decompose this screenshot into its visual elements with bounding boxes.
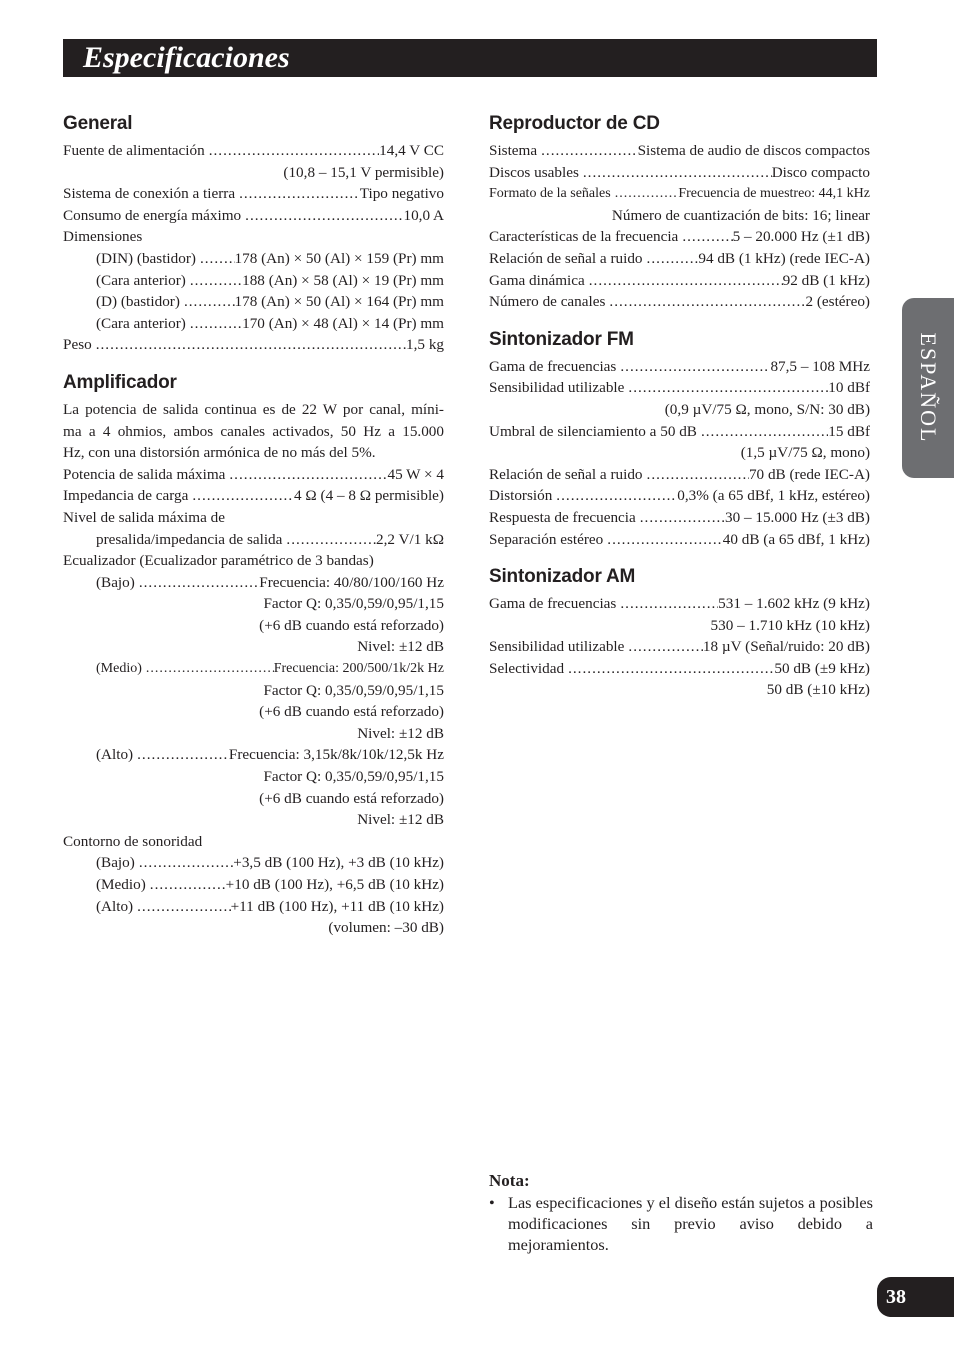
- page-title: Especificaciones: [83, 41, 290, 74]
- spec-value: Frecuencia: 200/500/1k/2k Hz: [273, 661, 444, 677]
- spec-row: [63, 183, 444, 205]
- spec-value: (volumen: –30 dB): [328, 919, 444, 937]
- spec-row: [63, 162, 444, 184]
- spec-value: 5 – 20.000 Hz (±1 dB): [732, 228, 870, 246]
- spec-row: [63, 205, 444, 227]
- spec-row: [63, 334, 444, 356]
- dot-leader: [643, 464, 749, 486]
- spec-row: [489, 226, 870, 248]
- spec-value: 70 dB (rede IEC-A): [748, 465, 870, 483]
- bullet-icon: •: [489, 1193, 495, 1212]
- spec-label: Gama de frecuencias: [489, 595, 617, 613]
- spec-label: (Alto): [96, 746, 134, 764]
- spec-label: (Bajo): [96, 573, 135, 591]
- spec-value: Nivel: ±12 dB: [357, 638, 444, 656]
- dot-leader: [92, 334, 406, 356]
- title-bar: [63, 39, 877, 77]
- spec-list-sintonizador-fm: [489, 356, 870, 550]
- spec-value: Nivel: ±12 dB: [357, 724, 444, 742]
- nota-title: Nota:: [489, 1171, 530, 1190]
- page-number-badge: [877, 1277, 954, 1317]
- nota-block: [489, 1170, 873, 1255]
- spec-value: Frecuencia: 40/80/100/160 Hz: [259, 573, 444, 591]
- spec-row: [489, 291, 870, 313]
- spec-row: [489, 636, 870, 658]
- spec-label: Contorno de sonoridad: [63, 832, 203, 850]
- spec-label: (Cara anterior): [96, 271, 186, 289]
- spec-row: [63, 270, 444, 292]
- spec-value: 14,4 V CC: [379, 142, 444, 159]
- spec-row: [489, 356, 870, 378]
- spec-value: (0,9 µV/75 Ω, mono, S/N: 30 dB): [664, 400, 870, 418]
- spec-row: [63, 507, 444, 529]
- spec-row: [489, 162, 870, 184]
- left-column: [63, 108, 444, 939]
- spec-label: Características de la frecuencia: [489, 228, 679, 246]
- spec-row: [489, 507, 870, 529]
- spec-value: (+6 dB cuando está reforzado): [259, 789, 444, 807]
- spec-row: [489, 615, 870, 637]
- spec-label: Peso: [63, 336, 92, 354]
- spec-row: [489, 270, 870, 292]
- dot-leader: [186, 313, 242, 335]
- dot-leader: [537, 140, 638, 162]
- spec-row: [489, 421, 870, 443]
- spec-row: [63, 550, 444, 572]
- spec-value: Frecuencia de muestreo: 44,1 kHz: [678, 186, 870, 202]
- dot-leader: [225, 464, 387, 486]
- spec-label: Impedancia de carga: [63, 487, 189, 505]
- spec-label: Separación estéreo: [489, 530, 604, 548]
- dot-leader: [186, 270, 242, 292]
- spec-label: Sistema: [489, 142, 538, 159]
- spec-row: [63, 658, 444, 680]
- language-tab-label: ESPAÑOL: [916, 332, 941, 444]
- spec-value: 30 – 15.000 Hz (±3 dB): [724, 508, 870, 526]
- spec-value: (+6 dB cuando está reforzado): [259, 703, 444, 721]
- spec-value: 45 W × 4: [387, 465, 444, 483]
- nota-bullet-item: [489, 1192, 873, 1255]
- spec-label: Relación de señal a ruido: [489, 249, 643, 267]
- spec-value: 87,5 – 108 MHz: [770, 357, 870, 375]
- section-heading-amplificador: Amplificador: [63, 371, 177, 393]
- spec-label: Nivel de salida máxima de: [63, 508, 225, 526]
- spec-row: [489, 183, 870, 205]
- spec-label: presalida/impedancia de salida: [96, 530, 283, 548]
- spec-label: Dimensiones: [63, 228, 143, 246]
- spec-row: [489, 593, 870, 615]
- dot-leader: [603, 529, 723, 551]
- paragraph-line: ma a 4 ohmios, ambos canales activados, 50 Hz a 15.000: [63, 422, 444, 440]
- spec-list-reproductor-cd: [489, 140, 870, 313]
- spec-row: [489, 248, 870, 270]
- spec-row: [489, 205, 870, 227]
- spec-value: 50 dB (±10 kHz): [766, 681, 870, 699]
- spec-value: 178 (An) × 50 (Al) × 159 (Pr) mm: [234, 249, 444, 267]
- spec-value: 18 µV (Señal/ruido: 20 dB): [702, 638, 870, 656]
- spec-label: Discos usables: [489, 163, 579, 181]
- spec-value: 92 dB (1 kHz): [782, 271, 870, 289]
- spec-value: Factor Q: 0,35/0,59/0,95/1,15: [263, 595, 444, 613]
- spec-label: (Alto): [96, 897, 134, 915]
- spec-row: [63, 572, 444, 594]
- spec-label: Relación de señal a ruido: [489, 465, 643, 483]
- dot-leader: [564, 658, 774, 680]
- spec-value: 50 dB (±9 kHz): [774, 659, 870, 677]
- spec-row: [63, 248, 444, 270]
- spec-row: [489, 658, 870, 680]
- spec-value: (10,8 – 15,1 V permisible): [283, 163, 444, 181]
- spec-value: 188 (An) × 58 (Al) × 19 (Pr) mm: [242, 271, 444, 289]
- dot-leader: [624, 636, 703, 658]
- spec-label: Potencia de salida máxima: [63, 465, 226, 483]
- spec-row: [489, 377, 870, 399]
- right-column: [489, 108, 870, 701]
- spec-label: Gama dinámica: [489, 271, 585, 289]
- spec-row: [63, 701, 444, 723]
- dot-leader: [205, 140, 379, 162]
- spec-label: Sistema de conexión a tierra: [63, 185, 236, 203]
- spec-row: [63, 744, 444, 766]
- dot-leader: [624, 377, 828, 399]
- spec-value: 10 dBf: [828, 379, 870, 397]
- dot-leader: [697, 421, 828, 443]
- spec-label: Distorsión: [489, 487, 553, 505]
- spec-value: (+6 dB cuando está reforzado): [259, 616, 444, 634]
- spec-row: [63, 529, 444, 551]
- spec-label: Número de canales: [489, 293, 606, 311]
- spec-label: Gama de frecuencias: [489, 357, 617, 375]
- spec-label: (D) (bastidor): [96, 293, 180, 311]
- spec-label: Consumo de energía máximo: [63, 206, 242, 224]
- dot-leader: [142, 658, 274, 680]
- spec-row: [63, 313, 444, 335]
- spec-value: Nivel: ±12 dB: [357, 811, 444, 829]
- dot-leader: [636, 507, 725, 529]
- dot-leader: [678, 226, 732, 248]
- spec-row: [63, 831, 444, 853]
- spec-label: (Cara anterior): [96, 314, 186, 332]
- amplificador-paragraph: [63, 399, 444, 464]
- spec-row: [489, 442, 870, 464]
- dot-leader: [605, 291, 805, 313]
- spec-label: Ecualizador (Ecualizador paramétrico de 3 bandas): [63, 552, 374, 570]
- spec-value: Factor Q: 0,35/0,59/0,95/1,15: [263, 768, 444, 786]
- dot-leader: [135, 572, 259, 594]
- spec-label: Selectividad: [489, 659, 565, 677]
- nota-text: Las especificaciones y el diseño están sujetos a posibles modificaciones sin previo aviso debido a mejoramientos.: [508, 1193, 873, 1254]
- spec-value: Frecuencia: 3,15k/8k/10k/12,5k Hz: [228, 746, 444, 764]
- spec-row: [63, 593, 444, 615]
- spec-label: (Medio): [96, 661, 142, 677]
- spec-row: [63, 874, 444, 896]
- spec-value: Número de cuantización de bits: 16; linear: [611, 206, 870, 224]
- spec-value: 15 dBf: [828, 422, 870, 440]
- spec-row: [63, 615, 444, 637]
- spec-value: 94 dB (1 kHz) (rede IEC-A): [698, 249, 870, 267]
- spec-value: Factor Q: 0,35/0,59/0,95/1,15: [263, 681, 444, 699]
- dot-leader: [611, 183, 679, 205]
- spec-value: 2 (estéreo): [805, 293, 870, 311]
- spec-row: [63, 464, 444, 486]
- section-heading-general: General: [63, 113, 133, 134]
- spec-label: Sensibilidad utilizable: [489, 638, 625, 656]
- page-number: 38: [886, 1286, 906, 1308]
- dot-leader: [196, 248, 235, 270]
- spec-row: [489, 485, 870, 507]
- spec-row: [63, 636, 444, 658]
- spec-value: 10,0 A: [403, 206, 444, 224]
- section-heading-reproductor-cd: Reproductor de CD: [489, 113, 660, 134]
- spec-value: +11 dB (100 Hz), +11 dB (10 kHz): [230, 897, 444, 915]
- spec-row: [63, 896, 444, 918]
- spec-label: Respuesta de frecuencia: [489, 508, 636, 526]
- spec-value: Sistema de audio de discos compactos: [637, 142, 870, 159]
- paragraph-line: La potencia de salida continua es de 22 W por canal, míni-: [63, 400, 444, 418]
- dot-leader: [133, 896, 230, 918]
- dot-leader: [616, 593, 718, 615]
- spec-value: Disco compacto: [771, 163, 870, 181]
- spec-row: [63, 788, 444, 810]
- spec-row: [63, 766, 444, 788]
- spec-label: (DIN) (bastidor): [96, 249, 196, 267]
- section-heading-sintonizador-am: Sintonizador AM: [489, 566, 636, 588]
- spec-label: Fuente de alimentación: [63, 142, 205, 159]
- spec-value: Tipo negativo: [359, 185, 444, 203]
- dot-leader: [616, 356, 770, 378]
- spec-label: (Bajo): [96, 854, 135, 872]
- spec-value: 530 – 1.710 kHz (10 kHz): [710, 616, 870, 634]
- spec-label: Sensibilidad utilizable: [489, 379, 625, 397]
- spec-label: Formato de la señales: [489, 186, 611, 202]
- dot-leader: [579, 162, 772, 184]
- spec-value: 4 Ω (4 – 8 Ω permisible): [294, 487, 444, 505]
- dot-leader: [235, 183, 360, 205]
- spec-row: [63, 226, 444, 248]
- spec-value: 170 (An) × 48 (Al) × 14 (Pr) mm: [242, 314, 444, 332]
- section-heading-sintonizador-fm: Sintonizador FM: [489, 328, 634, 350]
- dot-leader: [282, 529, 376, 551]
- spec-row: [63, 917, 444, 939]
- spec-value: +10 dB (100 Hz), +6,5 dB (10 kHz): [225, 876, 444, 893]
- dot-leader: [241, 205, 403, 227]
- spec-value: 0,3% (a 65 dBf, 1 kHz, estéreo): [677, 487, 870, 505]
- spec-row: [63, 852, 444, 874]
- dot-leader: [133, 744, 229, 766]
- dot-leader: [180, 291, 235, 313]
- spec-row: [63, 140, 444, 162]
- dot-leader: [643, 248, 699, 270]
- language-tab: [902, 298, 954, 478]
- spec-value: 531 – 1.602 kHz (9 kHz): [718, 595, 870, 613]
- spec-label: Umbral de silenciamiento a 50 dB: [489, 422, 697, 440]
- spec-row: [489, 140, 870, 162]
- spec-value: (1,5 µV/75 Ω, mono): [740, 444, 870, 462]
- spec-row: [63, 291, 444, 313]
- spec-value: 1,5 kg: [406, 336, 444, 354]
- spec-row: [63, 485, 444, 507]
- spec-value: 2,2 V/1 kΩ: [376, 530, 444, 548]
- dot-leader: [552, 485, 677, 507]
- spec-list-general: [63, 140, 444, 356]
- spec-value: +3,5 dB (100 Hz), +3 dB (10 kHz): [233, 854, 444, 872]
- dot-leader: [585, 270, 783, 292]
- spec-value: 40 dB (a 65 dBf, 1 kHz): [722, 530, 870, 548]
- dot-leader: [146, 874, 226, 896]
- spec-row: [489, 679, 870, 701]
- spec-label: (Medio): [96, 876, 146, 893]
- spec-list-sintonizador-am: [489, 593, 870, 701]
- spec-row: [63, 809, 444, 831]
- spec-value: 178 (An) × 50 (Al) × 164 (Pr) mm: [234, 293, 444, 311]
- dot-leader: [135, 852, 233, 874]
- spec-row: [63, 723, 444, 745]
- paragraph-line: Hz, con una distorsión armónica de no más del 5%.: [63, 444, 376, 462]
- spec-row: [489, 399, 870, 421]
- spec-row: [489, 529, 870, 551]
- dot-leader: [188, 485, 294, 507]
- spec-row: [63, 680, 444, 702]
- spec-row: [489, 464, 870, 486]
- spec-list-amplificador: [63, 464, 444, 939]
